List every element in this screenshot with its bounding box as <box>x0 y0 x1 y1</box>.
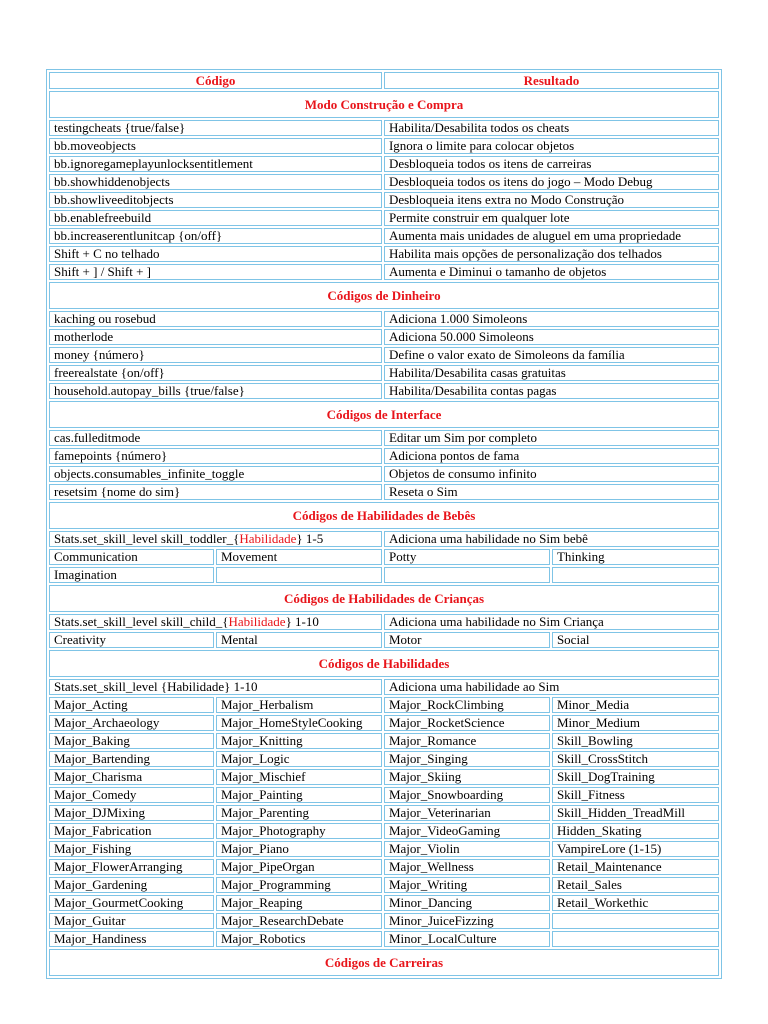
table-row <box>49 246 719 262</box>
code-cell: Shift + ] / Shift + ] <box>49 264 382 280</box>
skill-cell: Retail_Workethic <box>552 895 719 911</box>
command-prefix: Stats.set_skill_level skill_child_{ <box>54 614 229 629</box>
section-title-row <box>49 949 719 976</box>
code-cell: freerealstate {on/off} <box>49 365 382 381</box>
section-title-money: Códigos de Dinheiro <box>49 282 719 309</box>
command-suffix: } 1-5 <box>296 531 324 546</box>
skill-row <box>49 787 719 803</box>
command-param: Habilidade <box>239 531 297 546</box>
result-cell: Adiciona 50.000 Simoleons <box>384 329 719 345</box>
skill-row <box>49 913 719 929</box>
section-title-row <box>49 401 719 428</box>
table-row <box>49 192 719 208</box>
code-cell: kaching ou rosebud <box>49 311 382 327</box>
skill-cell: Minor_LocalCulture <box>384 931 550 947</box>
skill-cell: Major_Snowboarding <box>384 787 550 803</box>
skill-cell <box>552 913 719 929</box>
skill-cell: Creativity <box>49 632 214 648</box>
skill-cell: Retail_Sales <box>552 877 719 893</box>
table-row <box>49 156 719 172</box>
table-row <box>49 383 719 399</box>
skill-cell: Major_Baking <box>49 733 214 749</box>
skill-cell: Major_Bartending <box>49 751 214 767</box>
section-title-build: Modo Construção e Compra <box>49 91 719 118</box>
skill-cell: Major_PipeOrgan <box>216 859 382 875</box>
code-cell: bb.ignoregameplayunlocksentitlement <box>49 156 382 172</box>
result-cell: Desbloqueia todos os itens do jogo – Modo Debug <box>384 174 719 190</box>
result-cell: Habilita/Desabilita casas gratuitas <box>384 365 719 381</box>
skill-cell: Major_Piano <box>216 841 382 857</box>
skill-cell: Skill_DogTraining <box>552 769 719 785</box>
skill-row <box>49 895 719 911</box>
skill-cell: Major_Photography <box>216 823 382 839</box>
code-cell: household.autopay_bills {true/false} <box>49 383 382 399</box>
section-title-children: Códigos de Habilidades de Crianças <box>49 585 719 612</box>
skill-cell: Major_Painting <box>216 787 382 803</box>
section-title-row <box>49 650 719 677</box>
skill-row <box>49 841 719 857</box>
skill-cell <box>552 931 719 947</box>
skill-cell: Major_Herbalism <box>216 697 382 713</box>
skill-row <box>49 805 719 821</box>
skill-cell: Major_Guitar <box>49 913 214 929</box>
skill-cell: Major_RockClimbing <box>384 697 550 713</box>
skill-cell: VampireLore (1-15) <box>552 841 719 857</box>
skill-cell: Major_Violin <box>384 841 550 857</box>
skill-cell: Major_RocketScience <box>384 715 550 731</box>
table-row <box>49 466 719 482</box>
result-cell: Objetos de consumo infinito <box>384 466 719 482</box>
skill-cell: Minor_Dancing <box>384 895 550 911</box>
code-cell: Shift + C no telhado <box>49 246 382 262</box>
section-title-row <box>49 91 719 118</box>
code-cell: bb.increaserentlunitcap {on/off} <box>49 228 382 244</box>
table-row <box>49 174 719 190</box>
skill-cell: Thinking <box>552 549 719 565</box>
result-cell: Adiciona pontos de fama <box>384 448 719 464</box>
skill-cell: Imagination <box>49 567 214 583</box>
result-cell: Adiciona 1.000 Simoleons <box>384 311 719 327</box>
code-cell: bb.moveobjects <box>49 138 382 154</box>
code-cell: resetsim {nome do sim} <box>49 484 382 500</box>
result-cell: Aumenta e Diminui o tamanho de objetos <box>384 264 719 280</box>
cheat-codes-table <box>46 69 722 979</box>
code-cell: famepoints {número} <box>49 448 382 464</box>
result-cell: Adiciona uma habilidade ao Sim <box>384 679 719 695</box>
skill-cell: Major_GourmetCooking <box>49 895 214 911</box>
section-title-skills: Códigos de Habilidades <box>49 650 719 677</box>
skill-cell <box>552 567 719 583</box>
skill-row <box>49 632 719 648</box>
code-cell: objects.consumables_infinite_toggle <box>49 466 382 482</box>
skill-cell: Major_Handiness <box>49 931 214 947</box>
skill-cell: Skill_Fitness <box>552 787 719 803</box>
code-cell: testingcheats {true/false} <box>49 120 382 136</box>
skill-cell: Major_Parenting <box>216 805 382 821</box>
header-codigo: Código <box>49 72 382 89</box>
skill-cell: Mental <box>216 632 382 648</box>
section-title-row <box>49 282 719 309</box>
table-row <box>49 138 719 154</box>
skill-cell: Major_VideoGaming <box>384 823 550 839</box>
skill-cell: Minor_Medium <box>552 715 719 731</box>
code-cell: cas.fulleditmode <box>49 430 382 446</box>
section-title-babies: Códigos de Habilidades de Bebês <box>49 502 719 529</box>
table-row <box>49 120 719 136</box>
code-cell: bb.showliveeditobjects <box>49 192 382 208</box>
result-cell: Editar um Sim por completo <box>384 430 719 446</box>
command-row <box>49 679 719 695</box>
skill-cell: Major_Logic <box>216 751 382 767</box>
command-cell <box>49 614 382 630</box>
skill-cell: Minor_Media <box>552 697 719 713</box>
table-row <box>49 347 719 363</box>
skill-row <box>49 733 719 749</box>
skill-cell: Major_Robotics <box>216 931 382 947</box>
skill-cell: Major_Mischief <box>216 769 382 785</box>
table-row <box>49 448 719 464</box>
skill-cell: Skill_Hidden_TreadMill <box>552 805 719 821</box>
code-cell: motherlode <box>49 329 382 345</box>
command-row <box>49 531 719 547</box>
table-row <box>49 365 719 381</box>
skill-cell: Retail_Maintenance <box>552 859 719 875</box>
table-row <box>49 264 719 280</box>
table-row <box>49 329 719 345</box>
section-title-row <box>49 585 719 612</box>
result-cell: Reseta o Sim <box>384 484 719 500</box>
skill-cell: Major_HomeStyleCooking <box>216 715 382 731</box>
skill-cell: Major_Acting <box>49 697 214 713</box>
code-cell: bb.showhiddenobjects <box>49 174 382 190</box>
skill-cell: Major_Charisma <box>49 769 214 785</box>
skill-row <box>49 859 719 875</box>
skill-cell: Major_Wellness <box>384 859 550 875</box>
result-cell: Ignora o limite para colocar objetos <box>384 138 719 154</box>
result-cell: Habilita/Desabilita todos os cheats <box>384 120 719 136</box>
skill-cell <box>216 567 382 583</box>
skill-row <box>49 715 719 731</box>
result-cell: Habilita mais opções de personalização dos telhados <box>384 246 719 262</box>
table-row <box>49 430 719 446</box>
skill-cell: Potty <box>384 549 550 565</box>
skill-cell: Hidden_Skating <box>552 823 719 839</box>
skill-row <box>49 751 719 767</box>
skill-cell: Major_Comedy <box>49 787 214 803</box>
command-cell: Stats.set_skill_level {Habilidade} 1-10 <box>49 679 382 695</box>
command-cell <box>49 531 382 547</box>
command-prefix: Stats.set_skill_level skill_toddler_{ <box>54 531 240 546</box>
skill-cell: Major_FlowerArranging <box>49 859 214 875</box>
result-cell: Desbloqueia itens extra no Modo Construção <box>384 192 719 208</box>
section-title-row <box>49 502 719 529</box>
section-title-careers: Códigos de Carreiras <box>49 949 719 976</box>
skill-cell: Major_Skiing <box>384 769 550 785</box>
skill-row <box>49 877 719 893</box>
skill-cell: Skill_Bowling <box>552 733 719 749</box>
result-cell: Adiciona uma habilidade no Sim bebê <box>384 531 719 547</box>
result-cell: Define o valor exato de Simoleons da família <box>384 347 719 363</box>
command-param: Habilidade <box>228 614 286 629</box>
result-cell: Habilita/Desabilita contas pagas <box>384 383 719 399</box>
skill-cell: Major_DJMixing <box>49 805 214 821</box>
table-header-row <box>49 72 719 89</box>
skill-cell: Major_Archaeology <box>49 715 214 731</box>
skill-cell: Major_Singing <box>384 751 550 767</box>
skill-row <box>49 931 719 947</box>
result-cell: Aumenta mais unidades de aluguel em uma propriedade <box>384 228 719 244</box>
skill-cell: Movement <box>216 549 382 565</box>
skill-row <box>49 823 719 839</box>
result-cell: Adiciona uma habilidade no Sim Criança <box>384 614 719 630</box>
skill-cell: Major_Programming <box>216 877 382 893</box>
result-cell: Permite construir em qualquer lote <box>384 210 719 226</box>
skill-cell: Major_Writing <box>384 877 550 893</box>
result-cell: Desbloqueia todos os itens de carreiras <box>384 156 719 172</box>
skill-cell: Major_Romance <box>384 733 550 749</box>
skill-cell <box>384 567 550 583</box>
table-row <box>49 311 719 327</box>
skill-cell: Major_Gardening <box>49 877 214 893</box>
skill-cell: Communication <box>49 549 214 565</box>
code-cell: money {número} <box>49 347 382 363</box>
skill-cell: Social <box>552 632 719 648</box>
table-row <box>49 484 719 500</box>
section-title-interface: Códigos de Interface <box>49 401 719 428</box>
skill-cell: Minor_JuiceFizzing <box>384 913 550 929</box>
skill-cell: Major_Fishing <box>49 841 214 857</box>
header-resultado: Resultado <box>384 72 719 89</box>
skill-cell: Major_Fabrication <box>49 823 214 839</box>
skill-cell: Major_Reaping <box>216 895 382 911</box>
cheat-codes-table-body <box>49 72 719 976</box>
skill-cell: Skill_CrossStitch <box>552 751 719 767</box>
skill-cell: Major_Veterinarian <box>384 805 550 821</box>
skill-row <box>49 697 719 713</box>
command-row <box>49 614 719 630</box>
table-row <box>49 210 719 226</box>
skill-row <box>49 567 719 583</box>
skill-cell: Motor <box>384 632 550 648</box>
skill-cell: Major_Knitting <box>216 733 382 749</box>
skill-row <box>49 549 719 565</box>
skill-row <box>49 769 719 785</box>
skill-cell: Major_ResearchDebate <box>216 913 382 929</box>
code-cell: bb.enablefreebuild <box>49 210 382 226</box>
table-row <box>49 228 719 244</box>
command-suffix: } 1-10 <box>285 614 319 629</box>
